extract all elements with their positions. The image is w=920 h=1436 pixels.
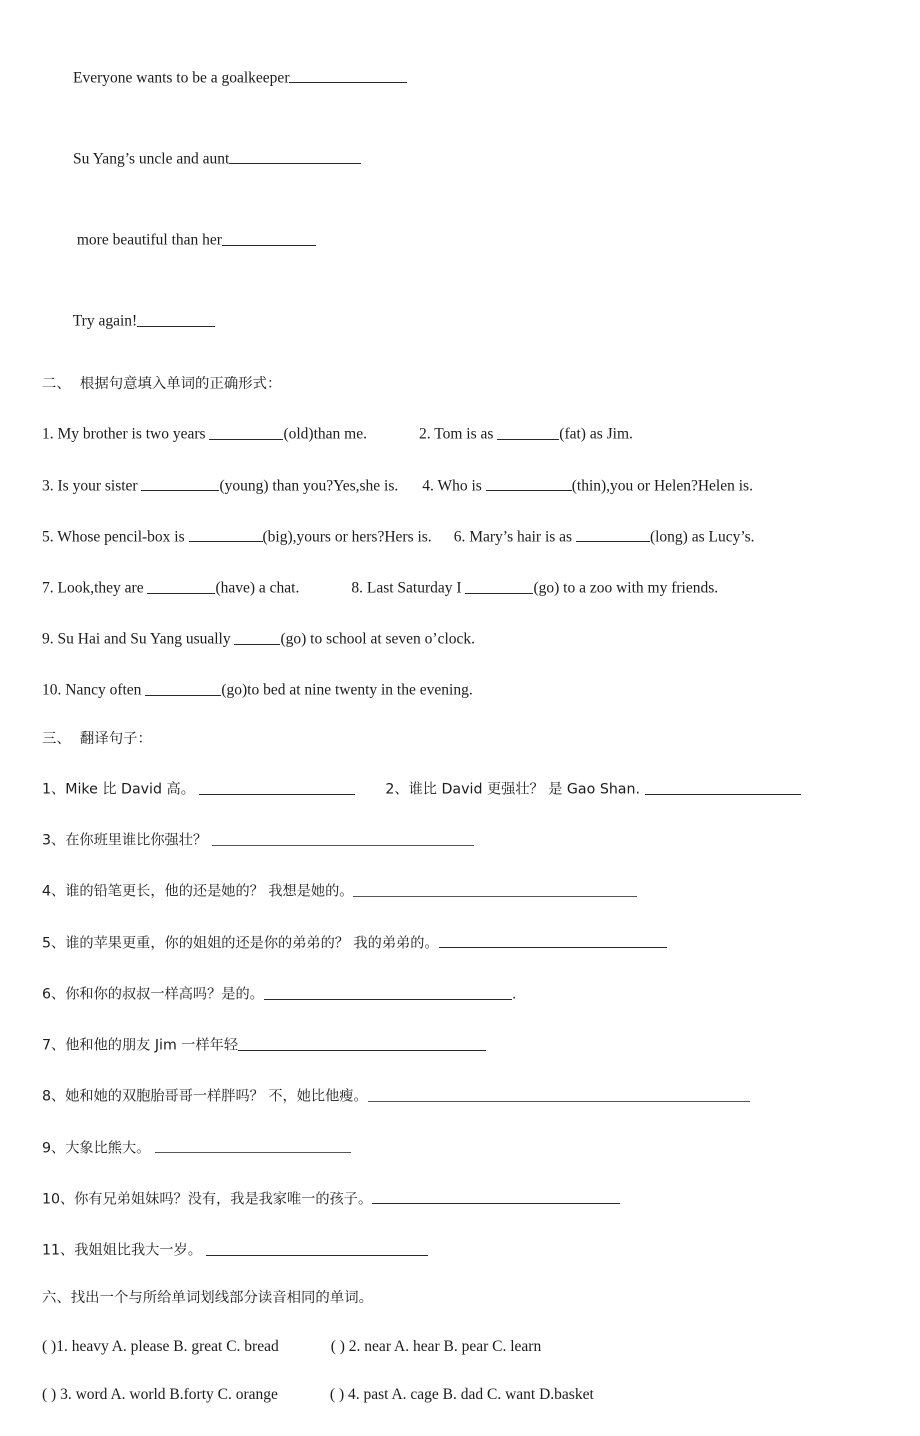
choice-item[interactable]: ( ) 2. near A. hear B. pear C. learn: [330, 1337, 542, 1355]
question-text: 9. Su Hai and Su Yang usually: [42, 630, 235, 648]
translation-prompt: 8、她和她的双胞胎哥哥一样胖吗？ 不，她比他瘦。: [42, 1089, 368, 1106]
translation-row: [42, 984, 872, 1002]
question-text: 2. Tom is as: [418, 426, 498, 443]
translation-row: [42, 1035, 872, 1053]
question-text: (go) to school at seven o’clock.: [280, 630, 476, 648]
question-text: (thin),you or Helen?Helen is.: [571, 477, 753, 495]
answer-rule[interactable]: [353, 881, 637, 897]
question-text: 4. Who is: [422, 477, 486, 495]
question-text: 5. Whose pencil-box is: [42, 528, 189, 546]
answer-rule[interactable]: [372, 1189, 620, 1205]
answer-rule[interactable]: [486, 476, 572, 492]
question-text: Su Yang’s uncle and aunt: [73, 150, 230, 168]
question-row: [42, 424, 872, 442]
choice-row: [42, 1339, 872, 1355]
answer-rule[interactable]: [439, 933, 667, 949]
translation-prompt: 10、你有兄弟姐妹吗？没有，我是我家唯一的孩子。: [42, 1191, 373, 1208]
section-six-rows: [42, 1339, 872, 1403]
choice-row: [42, 1387, 872, 1403]
answer-rule[interactable]: [155, 1138, 351, 1154]
section-two-heading: 二、 根据句意填入单词的正确形式：: [42, 375, 282, 392]
question-row: [42, 476, 872, 494]
top-items-group: [42, 52, 872, 345]
question-text: 3. Is your sister: [42, 477, 142, 495]
section-six-heading: 六、找出一个与所给单词划线部分读音相同的单词。: [42, 1290, 373, 1307]
question-text: 6. Mary’s hair is as: [453, 528, 576, 546]
translation-row: [42, 1138, 872, 1156]
question-line: [42, 214, 872, 263]
translation-row: [42, 881, 872, 899]
question-line: [42, 133, 872, 182]
question-line: [42, 52, 872, 101]
section-two-rows: [42, 424, 872, 698]
choice-item[interactable]: ( )1. heavy A. please B. great C. bread: [42, 1337, 279, 1355]
answer-rule[interactable]: [497, 424, 559, 440]
answer-rule[interactable]: [645, 779, 801, 795]
answer-rule[interactable]: [141, 476, 219, 492]
translation-prompt: 6、你和你的叔叔一样高吗？是的。: [42, 986, 264, 1003]
answer-rule[interactable]: [209, 424, 283, 440]
translation-prompt: 9、大象比熊大。: [42, 1140, 155, 1157]
question-text: (go) to a zoo with my friends.: [533, 579, 719, 597]
answer-rule[interactable]: [289, 68, 407, 84]
question-row: [42, 578, 872, 596]
question-text: 8. Last Saturday I: [351, 579, 466, 597]
translation-prompt: 3、在你班里谁比你强壮？: [42, 832, 212, 849]
question-text: 10. Nancy often: [42, 682, 146, 700]
section-three-rows: [42, 779, 872, 1258]
answer-rule[interactable]: [145, 680, 221, 696]
trailing-punct: .: [511, 986, 517, 1003]
answer-rule[interactable]: [212, 830, 474, 846]
translation-row: [42, 933, 872, 951]
answer-rule[interactable]: [234, 629, 280, 645]
question-text: Everyone wants to be a goalkeeper: [73, 69, 290, 87]
question-text: (long) as Lucy’s.: [649, 528, 755, 546]
answer-rule[interactable]: [147, 578, 215, 594]
translation-row: [42, 1189, 872, 1207]
section-three-heading: 三、 翻译句子：: [42, 730, 152, 747]
question-text: (go)to bed at nine twenty in the evening.: [221, 682, 473, 700]
answer-rule[interactable]: [465, 578, 533, 594]
translation-prompt: 1、Mike 比 David 高。: [42, 781, 200, 798]
answer-rule[interactable]: [206, 1240, 428, 1256]
translation-row: [42, 1086, 872, 1104]
answer-rule[interactable]: [576, 527, 650, 543]
question-text: (fat) as Jim.: [559, 426, 633, 443]
question-row: [42, 680, 872, 698]
worksheet-content: [42, 52, 872, 1436]
answer-rule[interactable]: [368, 1086, 750, 1102]
answer-rule[interactable]: [264, 984, 512, 1000]
translation-prompt: 4、谁的铅笔更长，他的还是她的？ 我想是她的。: [42, 884, 354, 901]
question-text: 7. Look,they are: [42, 579, 148, 597]
answer-rule[interactable]: [238, 1035, 486, 1051]
translation-prompt: 7、他和他的朋友 Jim 一样年轻: [42, 1037, 239, 1054]
translation-prompt: 2、谁比 David 更强壮？ 是 Gao Shan.: [385, 781, 645, 798]
answer-rule[interactable]: [222, 230, 316, 246]
answer-rule[interactable]: [137, 311, 215, 327]
question-text: more beautiful than her: [73, 231, 222, 249]
question-text: 1. My brother is two years: [42, 426, 210, 443]
choice-item[interactable]: ( ) 4. past A. cage B. dad C. want D.basket: [329, 1386, 594, 1404]
question-text: (have) a chat.: [215, 579, 300, 597]
question-row: [42, 629, 872, 647]
question-text: (old)than me.: [283, 426, 367, 443]
translation-prompt: 11、我姐姐比我大一岁。: [42, 1242, 207, 1259]
answer-rule[interactable]: [229, 149, 361, 165]
choice-item[interactable]: ( ) 3. word A. world B.forty C. orange: [42, 1386, 278, 1404]
question-text: (young) than you?Yes,she is.: [219, 477, 399, 495]
question-text: Try again!: [72, 312, 138, 330]
translation-row: [42, 1240, 872, 1258]
translation-row: [42, 779, 872, 797]
question-row: [42, 527, 872, 545]
translation-row: [42, 830, 872, 848]
answer-rule[interactable]: [189, 527, 263, 543]
question-text: (big),yours or hers?Hers is.: [262, 528, 432, 546]
question-line: [42, 296, 872, 345]
translation-prompt: 5、谁的苹果更重，你的姐姐的还是你的弟弟的？ 我的弟弟的。: [42, 935, 439, 952]
answer-rule[interactable]: [199, 779, 355, 795]
